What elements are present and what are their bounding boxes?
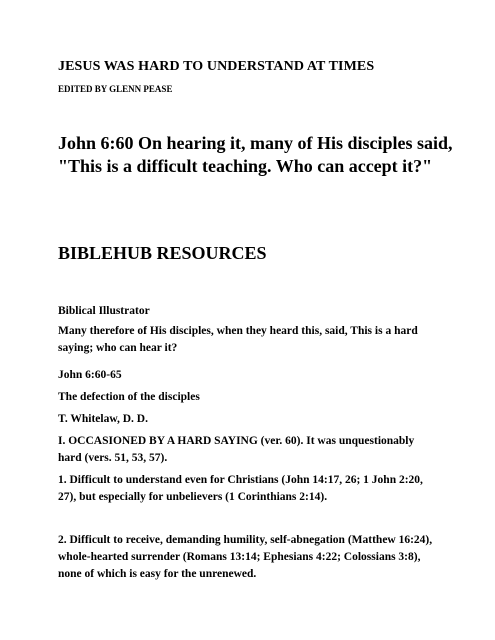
point-2-line-3: none of which is easy for the unrenewed. — [58, 568, 257, 580]
key-verse-line-1: John 6:60 On hearing it, many of His disciples said, — [58, 133, 453, 153]
point-2-line-1: 2. Difficult to receive, demanding humility, self-abnegation (Matthew 16:24), — [58, 534, 433, 546]
sermon-author: T. Whitelaw, D. D. — [58, 413, 148, 425]
key-verse — [58, 132, 453, 178]
scripture-quote-line-2: saying; who can hear it? — [58, 342, 178, 354]
sermon-subtitle: The defection of the disciples — [58, 391, 200, 403]
scripture-quote — [58, 323, 418, 357]
point-1 — [58, 472, 423, 506]
point-1-line-1: 1. Difficult to understand even for Christians (John 14:17, 26; 1 John 2:20, — [58, 474, 423, 486]
source-name: Biblical Illustrator — [58, 305, 150, 317]
section-heading: BIBLEHUB RESOURCES — [58, 243, 267, 263]
editor-credit: EDITED BY GLENN PEASE — [58, 84, 173, 94]
point-i-line-2: hard (vers. 51, 53, 57). — [58, 452, 168, 464]
scripture-quote-line-1: Many therefore of His disciples, when they heard this, said, This is a hard — [58, 325, 418, 337]
point-i-line-1: I. OCCASIONED BY A HARD SAYING (ver. 60). It was unquestionably — [58, 435, 415, 447]
passage-reference: John 6:60-65 — [58, 369, 122, 381]
key-verse-line-2: "This is a difficult teaching. Who can accept it?" — [58, 156, 433, 176]
point-2 — [58, 532, 432, 583]
document-title: JESUS WAS HARD TO UNDERSTAND AT TIMES — [58, 59, 375, 74]
point-1-line-2: 27), but especially for unbelievers (1 Corinthians 2:14). — [58, 491, 328, 503]
point-2-line-2: whole-hearted surrender (Romans 13:14; Ephesians 4:22; Colossians 3:8), — [58, 551, 421, 563]
point-i — [58, 433, 414, 467]
